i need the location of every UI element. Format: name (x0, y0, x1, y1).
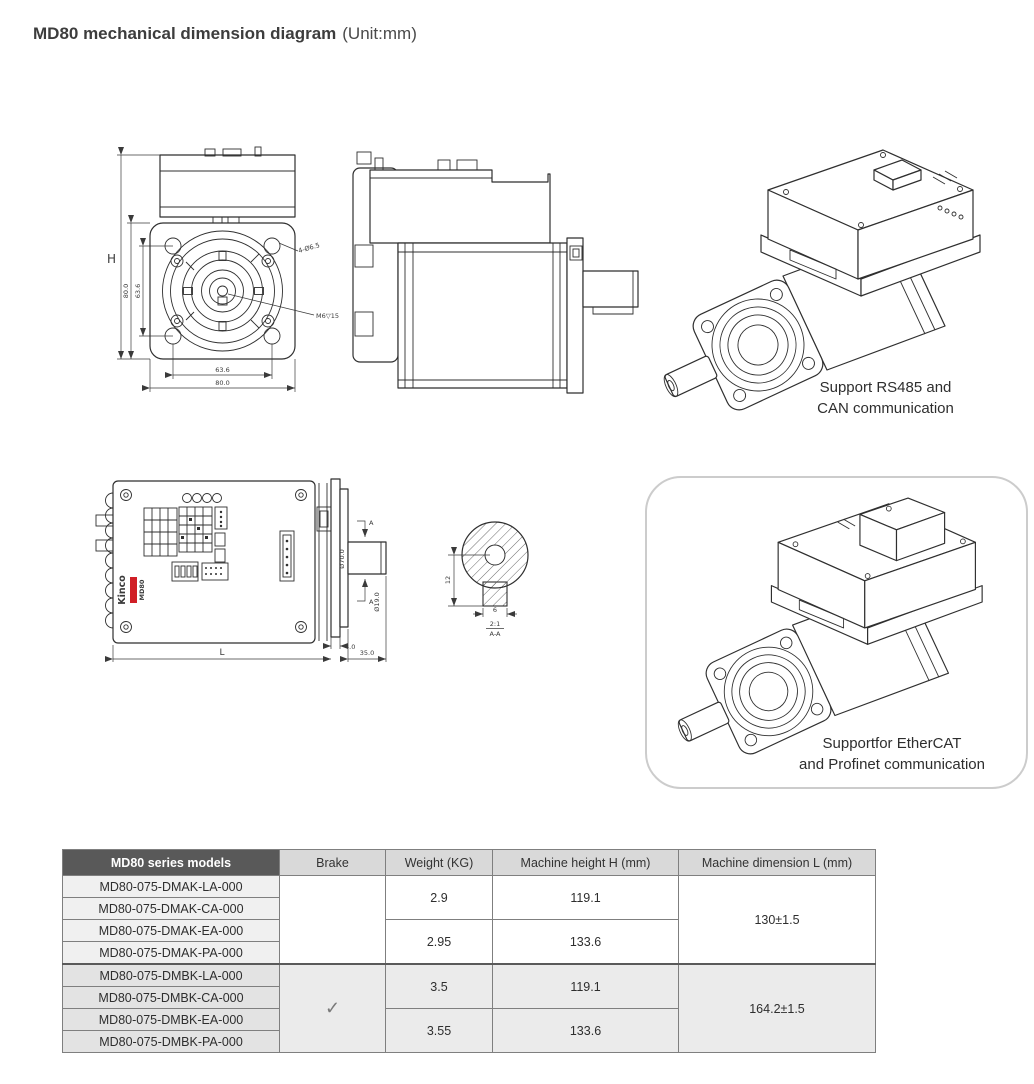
header-weight: Weight (KG) (386, 850, 493, 876)
dim-key-width: 6 (492, 606, 498, 614)
dim-h: H (107, 252, 117, 266)
dim-horiz-inner: 63.6 (215, 366, 230, 374)
height-cell: 133.6 (493, 1009, 679, 1053)
table-header-row (63, 850, 876, 876)
section-name: A-A (489, 630, 501, 638)
brand-text: Kinco (117, 575, 128, 605)
heatsink-fins (106, 493, 114, 628)
section-a-top: A (369, 519, 374, 527)
front-driver-block (160, 147, 295, 223)
model-cell: MD80-075-DMAK-PA-000 (63, 942, 280, 965)
table-row (63, 876, 876, 898)
length-cell: 164.2±1.5 (679, 964, 876, 1053)
brake-cell: ✓ (280, 964, 386, 1053)
page-title (33, 24, 417, 44)
weight-cell: 3.55 (386, 1009, 493, 1053)
dim-vert-outer: 80.0 (122, 283, 130, 299)
annotation-rs485-line1: Support RS485 and (819, 379, 952, 396)
dim-shaft-dia: Ø19.0 (373, 592, 381, 612)
brake-cell (280, 876, 386, 965)
callout-holes: 4-Ø6.5 (297, 241, 321, 255)
dim-vert-inner: 63.6 (134, 283, 142, 299)
annotation-ethercat (772, 733, 1012, 775)
header-height: Machine height H (mm) (493, 850, 679, 876)
page-title-main: MD80 mechanical dimension diagram (33, 24, 337, 43)
driver-board (113, 481, 315, 643)
side-motor-body (398, 238, 583, 393)
height-cell: 133.6 (493, 920, 679, 965)
weight-cell: 2.9 (386, 876, 493, 920)
spec-table (62, 849, 876, 1053)
isometric-ethercat-drawing (655, 484, 1011, 770)
section-aa-drawing (432, 498, 554, 640)
header-brake: Brake (280, 850, 386, 876)
annotation-rs485-line2: CAN communication (817, 400, 954, 417)
model-cell: MD80-075-DMAK-EA-000 (63, 920, 280, 942)
model-cell: MD80-075-DMBK-LA-000 (63, 964, 280, 987)
length-cell: 130±1.5 (679, 876, 876, 965)
model-mark-text: MD80 (138, 579, 146, 601)
header-length: Machine dimension L (mm) (679, 850, 876, 876)
page-title-unit: (Unit:mm) (342, 24, 417, 43)
dim-horiz-outer: 80.0 (215, 379, 230, 387)
front-view-drawing (95, 141, 367, 403)
model-cell: MD80-075-DMBK-EA-000 (63, 1009, 280, 1031)
top-view-drawing (84, 473, 406, 673)
front-flange (150, 223, 295, 359)
table-row (63, 964, 876, 987)
dim-flange-thickness: 4.0 (345, 643, 356, 651)
section-scale: 2:1 (489, 620, 501, 628)
model-cell: MD80-075-DMAK-CA-000 (63, 898, 280, 920)
side-view-drawing (345, 140, 665, 405)
callout-tap: M6▽15 (316, 312, 340, 320)
model-cell: MD80-075-DMBK-PA-000 (63, 1031, 280, 1053)
annotation-ethercat-line2: and Profinet communication (799, 756, 985, 773)
side-shaft (583, 271, 638, 314)
annotation-rs485 (783, 377, 988, 419)
dim-boss-dia: Ø70.0 (338, 549, 346, 569)
dim-shaft-length: 35.0 (359, 649, 375, 657)
section-a-bottom: A (369, 598, 374, 606)
model-cell: MD80-075-DMAK-LA-000 (63, 876, 280, 898)
dim-key-height: 12 (444, 575, 452, 585)
side-driver-block (370, 158, 550, 243)
brand-badge (130, 577, 137, 603)
dim-length-l: L (219, 648, 225, 658)
height-cell: 119.1 (493, 964, 679, 1009)
weight-cell: 3.5 (386, 964, 493, 1009)
height-cell: 119.1 (493, 876, 679, 920)
shaft-cross-section (462, 522, 528, 606)
annotation-ethercat-line1: Supportfor EtherCAT (822, 735, 962, 752)
ethercat-panel (645, 476, 1028, 789)
weight-cell: 2.95 (386, 920, 493, 965)
model-cell: MD80-075-DMBK-CA-000 (63, 987, 280, 1009)
top-view-shaft-side (317, 479, 386, 641)
header-models: MD80 series models (63, 850, 280, 876)
